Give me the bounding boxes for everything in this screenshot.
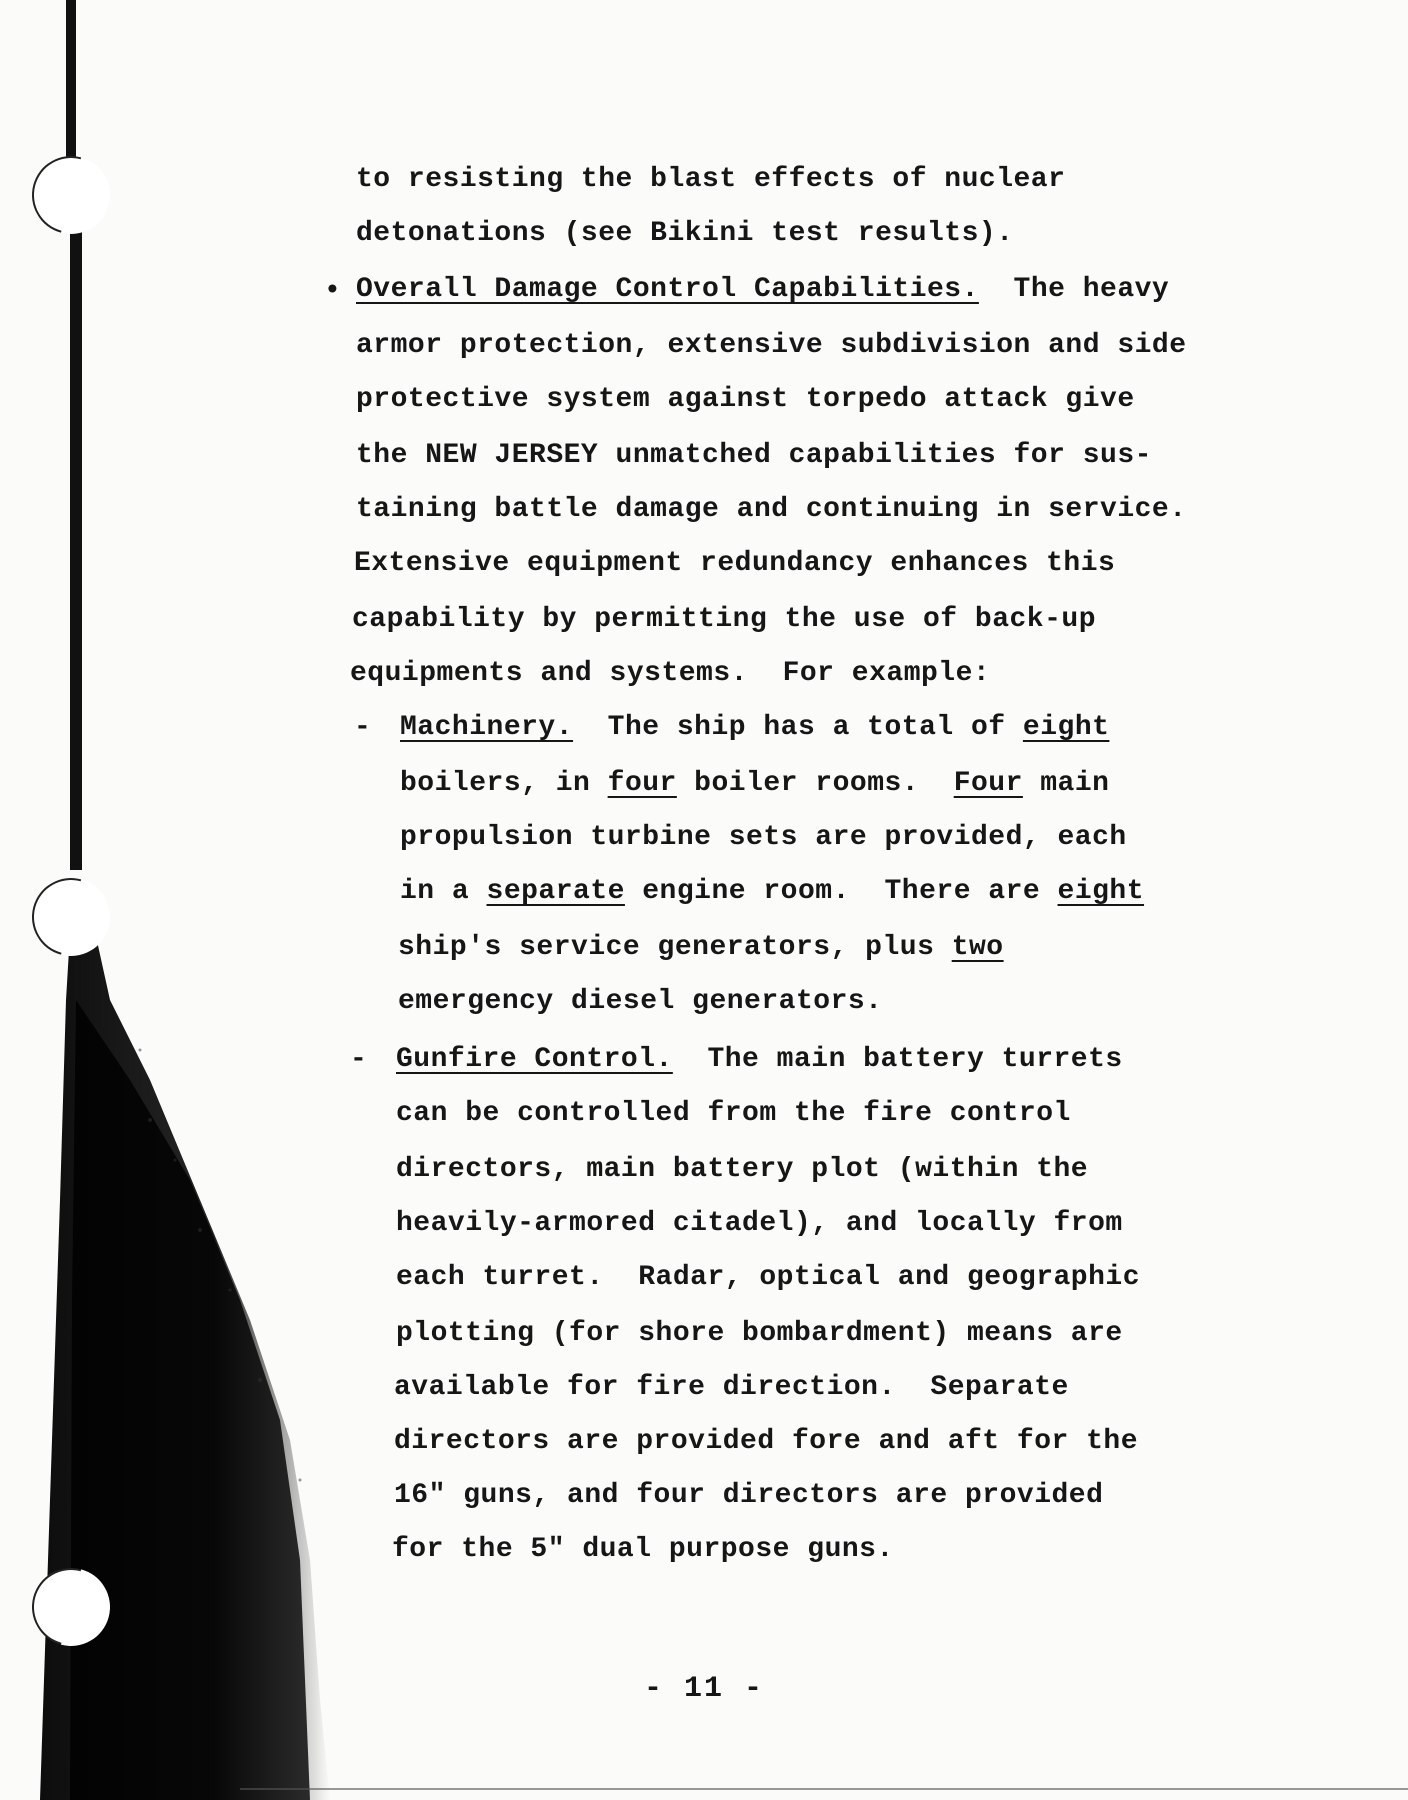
section-overall-first-line bbox=[356, 274, 1169, 306]
text-line: taining battle damage and continuing in service. bbox=[356, 494, 1187, 525]
machinery-line-2 bbox=[400, 768, 1109, 800]
text-line: 16" guns, and four directors are provided bbox=[394, 1480, 1104, 1511]
text-line: can be controlled from the fire control bbox=[396, 1098, 1071, 1129]
text-line: for the 5" dual purpose guns. bbox=[392, 1534, 894, 1565]
gunfire-first-line bbox=[396, 1044, 1123, 1076]
text-fragment: boiler rooms. bbox=[676, 768, 954, 799]
machinery-line-4 bbox=[400, 876, 1144, 908]
text-line: to resisting the blast effects of nuclear bbox=[356, 164, 1066, 195]
text-fragment: in a bbox=[400, 876, 487, 907]
dash-marker: - bbox=[350, 1044, 367, 1075]
text-fragment: The heavy bbox=[978, 274, 1170, 305]
text-line: heavily-armored citadel), and locally from bbox=[396, 1208, 1123, 1239]
text-line: available for fire direction. Separate bbox=[394, 1372, 1069, 1403]
text-fragment: boilers, in bbox=[400, 768, 608, 799]
underlined-word: two bbox=[951, 932, 1004, 963]
section-heading: Overall Damage Control Capabilities. bbox=[356, 274, 979, 305]
text-fragment: The main battery turrets bbox=[672, 1044, 1123, 1075]
text-line: directors, main battery plot (within the bbox=[396, 1154, 1089, 1185]
text-fragment: The ship has a total of bbox=[573, 712, 1023, 743]
subsection-heading: Machinery. bbox=[400, 712, 574, 743]
machinery-line-5 bbox=[398, 932, 1004, 964]
machinery-line-1 bbox=[400, 712, 1109, 744]
text-line: capability by permitting the use of back-up bbox=[352, 604, 1097, 635]
text-line: equipments and systems. For example: bbox=[350, 658, 991, 689]
text-line: emergency diesel generators. bbox=[398, 986, 883, 1017]
dash-marker: - bbox=[354, 712, 371, 743]
text-line: directors are provided fore and aft for the bbox=[394, 1426, 1139, 1457]
underlined-word: separate bbox=[486, 876, 625, 907]
text-fragment: main bbox=[1022, 768, 1110, 799]
text-line: the NEW JERSEY unmatched capabilities for sus- bbox=[356, 440, 1152, 471]
underlined-word: eight bbox=[1057, 876, 1145, 907]
underlined-word: eight bbox=[1022, 712, 1110, 743]
page-number: - 11 - bbox=[643, 1672, 765, 1706]
text-line: protective system against torpedo attack give bbox=[356, 384, 1135, 415]
text-line: armor protection, extensive subdivision and side bbox=[356, 330, 1187, 361]
text-line: plotting (for shore bombardment) means are bbox=[396, 1318, 1123, 1349]
text-line: detonations (see Bikini test results). bbox=[356, 218, 1014, 249]
subsection-heading: Gunfire Control. bbox=[396, 1044, 673, 1075]
text-fragment: engine room. There are bbox=[624, 876, 1058, 907]
underlined-word: Four bbox=[953, 768, 1023, 799]
text-line: each turret. Radar, optical and geographic bbox=[396, 1262, 1141, 1293]
bullet-marker: • bbox=[324, 276, 341, 307]
text-fragment: ship's service generators, plus bbox=[398, 932, 952, 963]
underlined-word: four bbox=[607, 768, 677, 799]
text-line: Extensive equipment redundancy enhances this bbox=[354, 548, 1116, 579]
text-line: propulsion turbine sets are provided, each bbox=[400, 822, 1127, 853]
